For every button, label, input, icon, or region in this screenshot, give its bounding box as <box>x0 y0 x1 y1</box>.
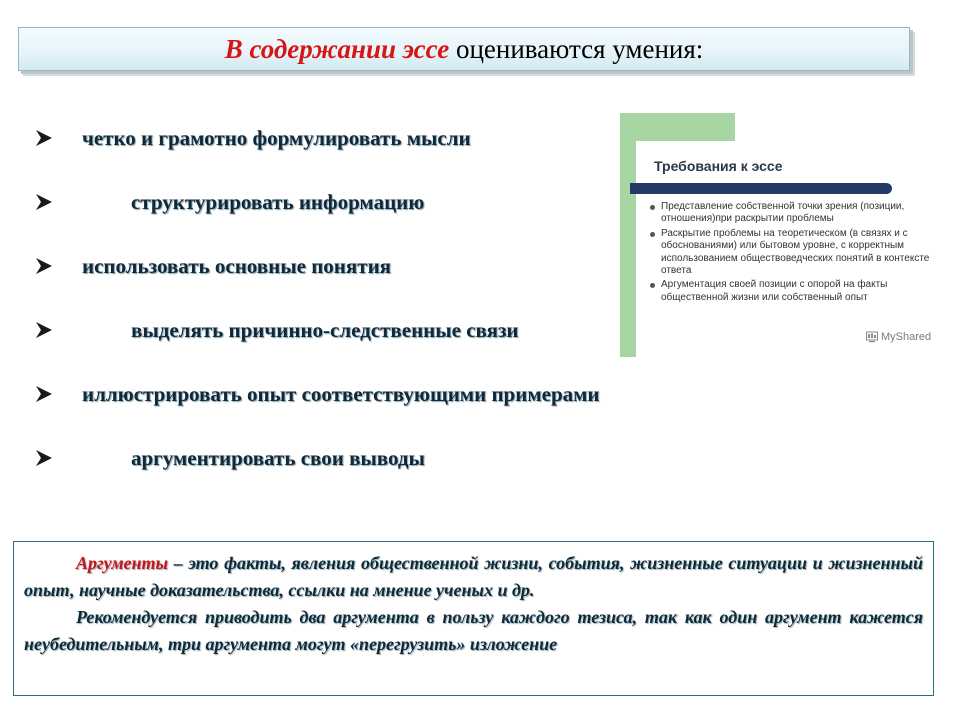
list-item-text: аргументировать свои выводы <box>131 445 425 470</box>
arguments-box <box>13 541 934 696</box>
list-item <box>34 374 734 414</box>
watermark-text: MyShared <box>881 331 932 343</box>
list-item <box>34 438 734 478</box>
page-title <box>225 34 704 65</box>
watermark <box>866 331 931 343</box>
list-item-text: четко и грамотно формулировать мысли <box>82 125 471 150</box>
slide-list-item: Раскрытие проблемы на теоретическом (в связях и с обоснованиями) или бытовом уровне, с корректным использованием обществоведческих понятий в контексте ответа <box>650 228 940 278</box>
myshared-logo-icon <box>866 331 878 343</box>
slide-list-item: Аргументация своей позиции с опорой на факты общественной жизни или собственный опыт <box>650 279 940 304</box>
essay-requirements-slide <box>620 113 944 357</box>
title-banner <box>18 27 910 71</box>
arrow-bullet-icon <box>34 192 54 212</box>
arrow-bullet-icon <box>34 448 54 468</box>
list-item-text: структурировать информацию <box>131 189 425 214</box>
arguments-term: Аргументы <box>76 553 168 573</box>
arguments-definition-text: – это факты, явления общественной жизни, события, жизненные ситуации и жизненный опыт, научные доказательства, ссылки на мнение ученых и др. <box>24 553 923 600</box>
slide-title-bar <box>630 183 892 194</box>
slide-requirements-list <box>650 201 940 306</box>
slide-title: Требования к эссе <box>654 158 783 174</box>
title-highlight: В содержании эссе <box>224 33 450 64</box>
arguments-recommendation: Рекомендуется приводить два аргумента в пользу каждого тезиса, так как один аргумент кажется неубедительным, три аргумента могут «перегрузить» изложение <box>24 607 923 654</box>
arrow-bullet-icon <box>34 128 54 148</box>
list-item-text: иллюстрировать опыт соответствующими примерами <box>82 381 600 406</box>
arguments-definition <box>24 550 923 604</box>
title-rest: оцениваются умения: <box>449 33 704 64</box>
slide-accent-horizontal <box>620 113 735 141</box>
slide-accent-vertical <box>620 113 636 357</box>
list-item-text: использовать основные понятия <box>82 253 392 278</box>
arrow-bullet-icon <box>34 256 54 276</box>
list-item-text: выделять причинно-следственные связи <box>131 317 519 342</box>
arrow-bullet-icon <box>34 320 54 340</box>
slide-list-item: Представление собственной точки зрения (позиции, отношения)при раскрытии проблемы <box>650 201 940 226</box>
arrow-bullet-icon <box>34 384 54 404</box>
